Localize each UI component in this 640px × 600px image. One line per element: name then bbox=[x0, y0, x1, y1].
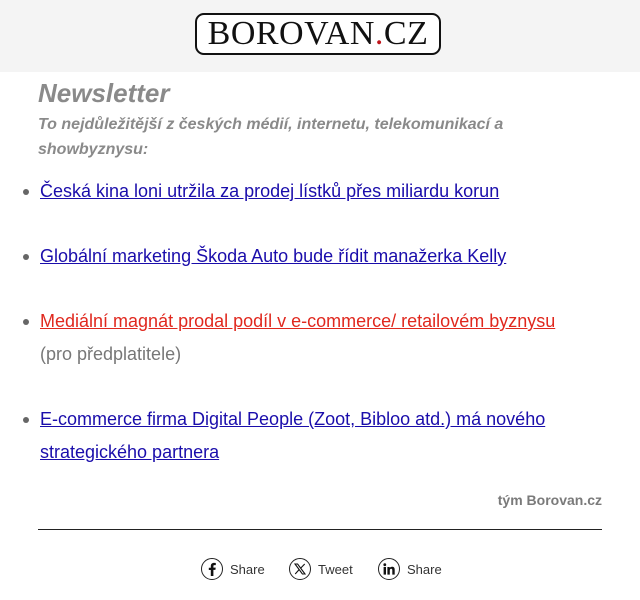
premium-news-link[interactable]: Mediální magnát prodal podíl v e-commerce/ retailovém byznysu bbox=[40, 311, 556, 331]
news-link[interactable]: Česká kina loni utržila za prodej lístků přes miliardu korun bbox=[40, 181, 500, 201]
bullet-icon bbox=[23, 254, 29, 260]
share-bar bbox=[0, 556, 640, 582]
header bbox=[0, 0, 640, 72]
linkedin-icon bbox=[378, 558, 400, 580]
list-item bbox=[40, 305, 580, 371]
bullet-icon bbox=[23, 319, 29, 325]
newsletter-subtitle: To nejdůležitější z českých médií, internetu, telekomunikací a showbyznysu: bbox=[38, 116, 504, 158]
list-item bbox=[40, 240, 580, 273]
logo-tld-text: CZ bbox=[383, 15, 429, 52]
facebook-icon bbox=[201, 558, 223, 580]
newsletter-intro bbox=[38, 78, 602, 162]
news-link[interactable]: E-commerce firma Digital People (Zoot, Bibloo atd.) má nového strategického partnera bbox=[40, 409, 546, 462]
x-twitter-icon bbox=[289, 558, 311, 580]
news-link[interactable]: Globální marketing Škoda Auto bude řídit manažerka Kelly bbox=[40, 246, 507, 266]
bullet-icon bbox=[23, 417, 29, 423]
list-item bbox=[40, 175, 580, 208]
logo-dot: . bbox=[374, 15, 384, 52]
linkedin-share-label: Share bbox=[407, 561, 442, 577]
borovan-logo[interactable] bbox=[195, 13, 441, 55]
newsletter-title: Newsletter bbox=[38, 78, 170, 108]
logo-main-text: BOROVAN bbox=[207, 15, 375, 52]
subscriber-note: (pro předplatitele) bbox=[40, 344, 182, 364]
list-item bbox=[40, 403, 580, 469]
linkedin-share-button[interactable] bbox=[378, 556, 442, 582]
divider bbox=[38, 529, 602, 530]
twitter-share-button[interactable] bbox=[289, 556, 353, 582]
facebook-share-label: Share bbox=[230, 561, 265, 577]
bullet-icon bbox=[23, 189, 29, 195]
signature: tým Borovan.cz bbox=[497, 492, 602, 508]
twitter-share-label: Tweet bbox=[318, 561, 353, 577]
facebook-share-button[interactable] bbox=[201, 556, 265, 582]
